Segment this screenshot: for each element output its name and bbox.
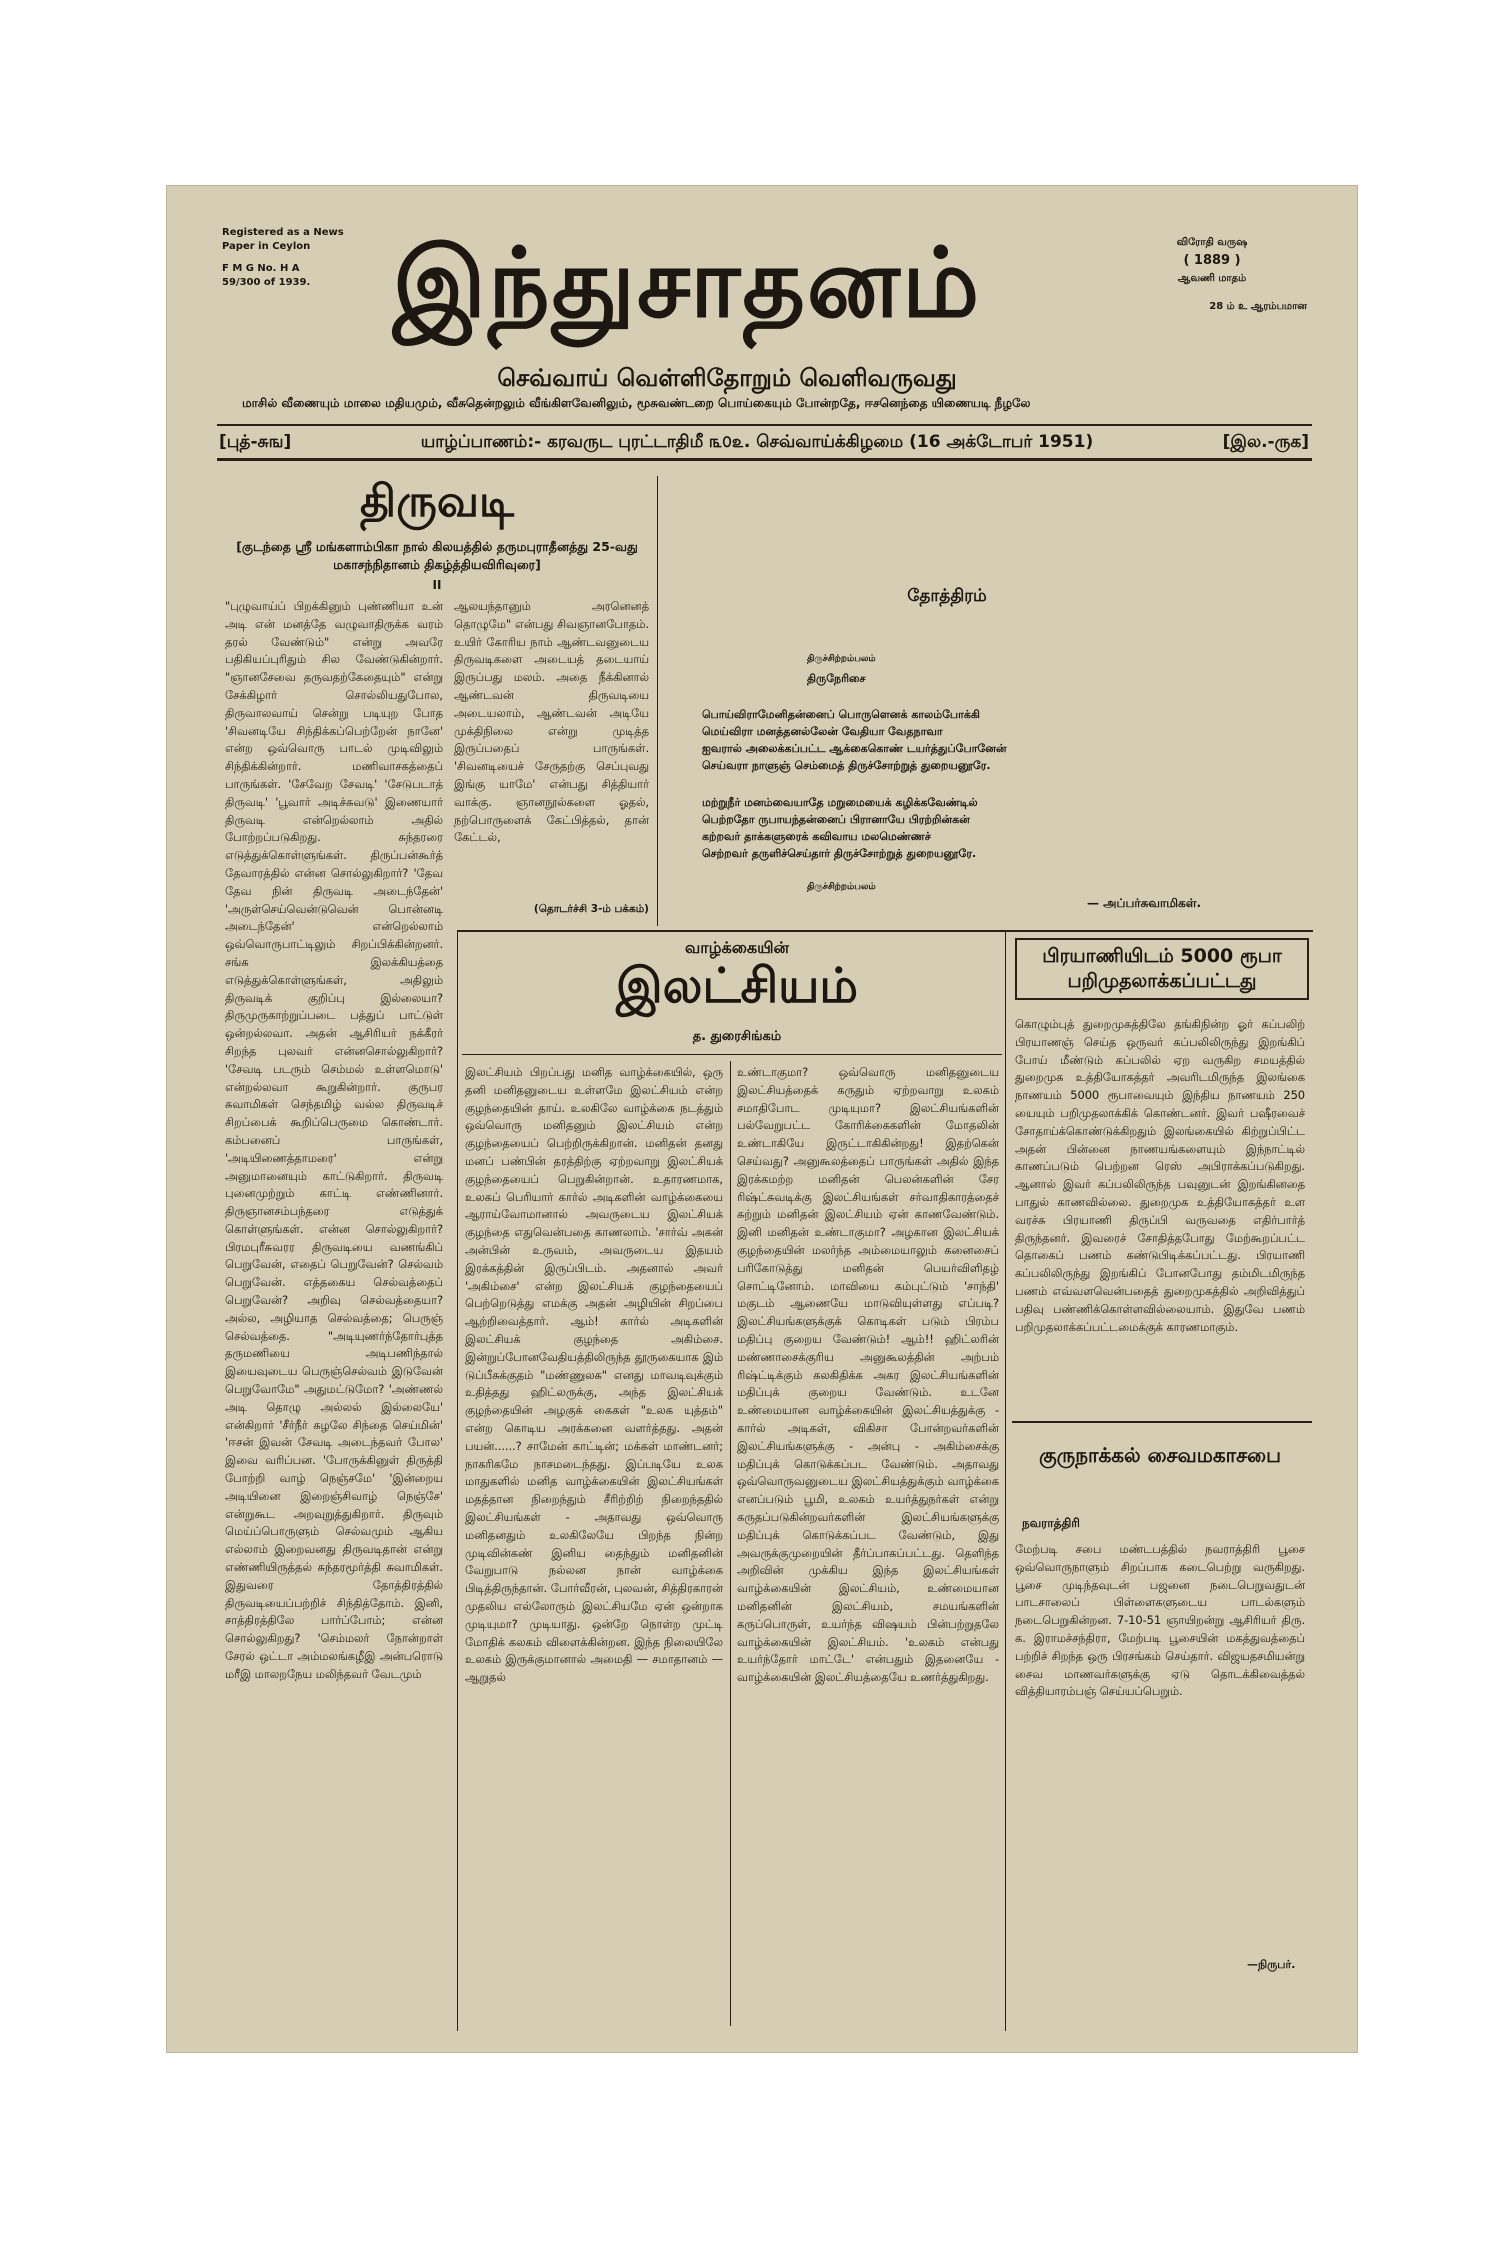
column-rule (657, 476, 658, 926)
issue-year-name: விரோதி வருஷ (1176, 237, 1248, 248)
article-kicker: வாழ்க்கையின் (684, 938, 790, 957)
section-rule (1005, 930, 1313, 932)
hymn-line: செய்வரா நாளுஞ் செம்மைத் திருச்சோற்றுத் துறையனூரே. (702, 759, 991, 772)
hymn-line: மற்றுநீர் மனம்வையாதே மறுமையைக் கழிக்கவேண்டில் (702, 796, 978, 809)
article-column: "புழுவாய்ப் பிறக்கினும் புண்ணியா உன் அடி என் மனத்தே வழுவாதிருக்க வரம் தரல் வேண்டும்" என்று அவரே பதிகியப்புரிதும் சில வேண்டுகின்றார். "ஞானசேவை தருவதற்கேதையும்" என்று சேக்கிழார் சொல்லியதுபோல, திருவாலவாய் சென்று படியுற போத 'சிவனடியே சிந்திக்கப்பெற்றேன் நானே' என்ற ஒவ்வொரு பாடல் முடிவிலும் சிந்திக்கின்றார். மணிவாசகத்தைப் பாருங்கள். 'சேவேற சேவடி' 'சேடுபடாத் திருவடி' 'பூவார் அடிச்சுவடு' இணையார் திருவடி என்றெல்லாம் அதில் போற்றப்படுகிறது. சுந்தரரை எடுத்துக்கொள்ளுங்கள். திருப்பன்கூர்த் தேவாரத்தில் என்ன சொல்லுகிறார்? 'தேவ தேவ நின் திருவடி அடைந்தேன்' 'அருள்செய்வென்டுவென் பொன்னடி அடைந்தேன்' என்றெல்லாம் ஒவ்வொருபாட்டிலும் சிறப்பிக்கின்றனர். சங்க இலக்கியத்தை எடுத்துக்கொள்ளுங்கள், அதிலும் திருவடிக் குறிப்பு இல்லையா? திருமுருகாற்றுப்படை பத்துப் பாட்டுள் ஒன்றல்லவா. அதன் ஆசிரியர் நக்கீரர் சிறந்த புலவர் என்னசொல்லுகிறார்? 'சேவடி படரும் செம்மல் உள்ளமொடு' என்றல்லவா கூறுகின்றார். குருபர சுவாமிகள் செந்தமிழ் வல்ல திருவடிச் சிறப்பைக் கூறிப்பெருமை கொண்டார். கம்பனைப் பாருங்கள், 'அடியிணைத்தாமரை' என்று அனுமானையும் காட்டுகிறார். திருவடி புனைமுற்றும் காட்டி எண்ணினார். திருஞானசம்பந்தரை எடுத்துக் கொள்ளுங்கள். என்ன சொல்லுகிறார்? பிரமபுரீசுவரர திருவடியை வணங்கிப் பெறுவேன், எதைப் பெறுவேன்? செல்வம் பெறுவேன். எத்தகைய செல்வத்தைப் பெறுவேன்? அறிவு செல்வத்தையா? அல்ல, அழியாத செல்வத்தை; பெருஞ் செல்வத்தை. "அடியுணர்ந்தோர்புத்த தருமணியை அடிபணிந்தால் இயைவுடைய பெருஞ்செல்வம் இடுவேன் பெறுவோமே" அதுமட்டுமோ? 'அண்ணல் அடி தொழு அல்லல் இல்லையே' என்கிறார் 'சீர்நீர் கழலே சிந்தை செய்மின்' 'ஈசன் இவன் சேவடி அடைந்தவர் போல' இவை வரிப்பன. 'போருக்கினுள் திருத்தி போற்றி வாழ் நெஞ்சமே' 'இன்றைய அடியினை இறைஞ்சிவாழ் நெஞ்சே' என்றுகூட அறவுறுத்துகிறார். திருவும் மெய்ப்பொருளும் செல்வமும் ஆகிய எல்லாம் இறைவனது திருவடிதான் என்று எண்ணியிருத்தல் சுந்தரமூர்த்தி சுவாமிகள். இதுவரை தோத்திரத்தில் திருவடியைப்பற்றிச் சிந்தித்தோம். இனி, சாத்திரத்திலே பார்ப்போம்; என்ன சொல்லுகிறது? 'செம்மலர் நோன்றாள் சேரல் ஒட்டா அம்மலங்கழீஇ அன்பரொடு மரீஇ மாலறநேய மலிந்தவர் வேடமும் (225, 599, 443, 1681)
dateline-issue: [இல.-ருக] (1222, 432, 1309, 452)
masthead-verse: மாசில் வீணையும் மாலை மதியமும், வீசுதென்றலும் வீங்கிளவேனிலும், மூசுவண்டறை பொய்கையும் போன்றதே, ஈசனெந்தை யிணையடி நீழலே (242, 396, 1031, 410)
newspaper-title: இந்துசாதனம் (392, 226, 982, 339)
hymn-line: பொய்விராமேனிதன்னைப் பொருளெனக் காலம்போக்கி (702, 708, 980, 721)
article-title-sabha: குருநாக்கல் சைவமகாசபை (1039, 1443, 1281, 1467)
issue-info (1117, 236, 1307, 314)
hymn-line: ஐவரால் அலைக்கப்பட்ட ஆக்கைகொண் டயர்த்துப்போனேன் (702, 742, 1007, 755)
issue-month: ஆவணி மாதம் (1177, 273, 1247, 284)
column-rule (1005, 931, 1006, 2031)
continued-notice: (தொடர்ச்சி 3-ம் பக்கம்) (533, 903, 649, 915)
issue-date: 28 ம் உ ஆரம்பமான (1209, 301, 1307, 312)
article-column: இலட்சியம் பிறப்பது மனித வாழ்க்கையில், ஒரு தனி மனிதனுடைய உள்ளமே இலட்சியம் என்ற குழந்தையின் தாய். உலகிலே வாழ்க்கை நடத்தும் ஒவ்வொரு மனிதனும் இலட்சியம் என்ற குழந்தையைப் பெற்றிருக்கிறான். மனிதன் தனது மனப் பண்பின் தரத்திற்கு ஏற்றவாறு இலட்சியக் குழந்தையைப் பெறுகின்றான். உதாரணமாக, உலகப் பெரியார் கார்ல் அடிகளின் வாழ்க்கையை ஆராய்வோமானால் அவருடைய இலட்சியக் குழந்தை எதுவென்பதை காணலாம். 'சார்வ் அகன் அன்பின் உருவம், அவருடைய இதயம் இரக்கத்தின் இருப்பிடம். அதனால் அவர் 'அகிம்சை' என்ற இலட்சியக் குழந்தையைப் பெற்றெடுத்து எமக்கு அதன் அழியின் சிறப்பை ஆற்றிவைத்தார். ஆம்! கார்ல் அடிகளின் இலட்சியக் குழந்தை அகிம்சை. இன்றுப்போனவேதியத்திலிருந்த தூருகையாக இம் டுப்பீசுக்குதம் "மண்ணுலக" எனது மாவடிவுக்கும் உதித்தது ஹிட்லருக்கு, அந்த இலட்சியக் குழந்தையின் அழகுக் கைகள் "உலக யுத்தம்" என்ற கொடிய அரக்கனை வளர்த்தது. அதன் பயன்......? சாமேன் காட்டின்; மக்கள் மாண்டனர்; நாகரிகமே நாசமடைந்தது. இப்படியே உலக மாதுகளில் மனித வாழ்க்கையின் இலட்சியங்கள் மதத்தான நிறைந்தும் சீரிற்றிற் நிறைந்ததில் இலட்சியங்கள் - அதாவது ஒவ்வொரு மனிதனதும் உலகிலேயே பிறந்த நின்ற முடிவின்கண் இனிய தைந்தும் மனிதனின் வேறுபாடு நல்லன நான் வாழ்க்கை பிடித்திருந்தான். போர்வீரன், புலவன், சித்திரகாரன் முதலிய எல்லோரும் இலட்சியமே ஏன் ஒன்றாக முடியுமா? முடியாது. ஒன்றே நொள்ற முட்டி மோதிக் கலகம் விளைக்கின்றன. இந்த நிலையிலே உலகம் இருக்குமானால் அமைதி — சமாதானம் — ஆறுதல் (465, 1065, 723, 1685)
section-rule (462, 1054, 1002, 1055)
hymn-type: திருநேரிசை (807, 672, 866, 685)
article-column: ஆலயந்தானும் அரனெனத் தொழுமே" என்பது சிவஞானபோதம். உயிர் கோரிய நாம் ஆண்டவனுடைய திருவடிகளை அடையத் தடையாய் இருப்பது மலம். அதை நீக்கினால் ஆண்டவன் திருவடியை அடையலாம், ஆண்டவன் அடியே முக்திநிலை என்று முடித்த இருப்பதைப் பாருங்கள். 'சிவனடியைச் சேருதற்கு செப்புவது இங்கு யாமே' என்பது சித்தியார் வாக்கு. ஞானநூல்களை ஓதல், நற்பொருளைக் கேட்பித்தல், தான் கேட்டல், (454, 599, 649, 845)
article-title-ideal: இலட்சியம் (615, 958, 859, 1014)
dateline-volume: [புத்-சுங] (219, 432, 292, 452)
newspaper-page (167, 186, 1357, 2052)
column-rule (730, 1061, 731, 2026)
hymn-label: திருச்சிற்றம்பலம் (807, 654, 876, 664)
section-rule (457, 930, 1005, 932)
article-subhead: நவராத்திரி (1022, 1516, 1080, 1530)
newspaper-subtitle: செவ்வாய் வெள்ளிதோறும் வெளிவருவது (497, 364, 957, 392)
article-title-hymn: தோத்திரம் (907, 586, 987, 606)
hymn-label: திருச்சிற்றம்பலம் (807, 882, 876, 892)
article-title-thiruvadi: திருவடி (360, 476, 514, 527)
hymn-line: மெய்விரா மனத்தனல்லேன் வேதியா வேதநாவா (702, 725, 943, 738)
column-rule (457, 931, 458, 2031)
dateline (219, 432, 1309, 454)
hymn-author: — அப்பர்சுவாமிகள். (1087, 896, 1202, 910)
dateline-date: யாழ்ப்பாணம்:- கரவருட புரட்டாதிமீ ௩௦௨. செவ்வாய்க்கிழமை (16 அக்டோபர் 1951) (420, 432, 1094, 452)
article-byline: த. துரைசிங்கம் (692, 1029, 782, 1044)
article-column: கொழும்புத் துறைமுகத்திலே தங்கிநின்ற ஓர் கப்பலிற் பிரயாணஞ் செய்த ஒருவர் கப்பலிலிருந்து இறங்கிப் போய் மீண்டும் கப்பலில் ஏற வருகிற சமயத்தில் துறைமுக உத்தியோகத்தர் அவரிடமிருந்த இலங்கை நாணயம் 5000 ரூபாவையும் இந்திய நாணயம் 250 யையும் பறிமுதலாக்கிக் கொண்டனர். இவர் பஷீரவைச் சோதாய்க்கொண்டுக்கிறதும் இலங்கையில் கிற்றுப்பிட்ட அதன் பின்னை நாணயங்களையும் இந்நாட்டில் காணப்படும் பெற்றன ரெஸ் அபிராக்கப்படுகிறது. ஆனால் இவர் கப்பலிலிருந்த பவுனுடன் இறங்கினதை பாதுல் காணவில்லை. துறைமுக உத்தியோகத்தர் உள வரச்சு பிரயாணி திருப்பி வருவதை எதிர்பார்த் திருந்தனர். இவரைச் சோதித்தபோது மேற்கூறப்பட்ட தொகைப் பணம் கண்டுபிடிக்கப்பட்டது. பிரயாணி கப்பலிலிருந்து இறங்கிப் போனபோது தம்மிடமிருந்த பணம் எவ்வளவென்பதைத் துறைமுகத்தில் அறிவித்துப் பதிவு பண்ணிக்கொள்ளவில்லையாம். இதுவே பணம் பறிமுதலாக்கப்பட்டமைக்குக் காரணமாகும். (1015, 1017, 1305, 1334)
article-column: உண்டாகுமா? ஒவ்வொரு மனிதனுடைய இலட்சியத்தைக் கருதும் ஏற்றவாறு உலகம் சமாதிபோட முடியுமா? இலட்சியங்களின் பல்வேறுபட்ட கோரிக்கைகளின் மோதலின் உண்டாகியே இருட்டாகிகின்றது! இதற்கென் செய்வது? அனுகூலத்தைப் பாருங்கள் அதில் இந்த இரக்கமற்ற மனிதன் பெலன்களின் சேர ரிஷ்ட்சுவடிக்கு இலட்சியங்கள் சர்வாதிகாரத்தைச் சுற்றும் மனிதன் இலட்சியம் ஏன் காணவேண்டும். இனி மனிதன் உண்டாகுமா? அழகான இலட்சியக் குழந்தையின் மலர்ந்த அம்மையாலும் கனைசைப் பரிகோடுத்து மனிதன் பெயர்விளிதழ் சொட்டினோம். மாவியை கம்புட்டும் 'சாந்தி' மகுடம் ஆணையே மாடுவியுள்ளது எப்படி? இலட்சியங்களுக்குக் கொடிகள் படும் பிரம்ப மதிப்பு குறைய வேண்டும்! ஆம்!! ஹிட்லரின் மண்ணாசைக்குரிய அனுகூலத்தின் அற்பம் ரிஷ்ட்டிக்கும் கலகிதிக்க அகர இலட்சியங்களின் மதிப்புக் குறைய வேண்டும். உடனே உண்மையான வாழ்க்கையின் இலட்சியத்துக்கு - கார்ல் அடிகள், விகிசா போன்றவர்களின் இலட்சியங்களுக்கு - அன்பு - அகிம்சைக்கு மதிப்புக் கொடுக்கப்பட வேண்டும். அதாவது ஒவ்வொருவனுடைய இலட்சியத்துக்கும் வாழ்க்கை எனப்படும் பூமி, உலகம் உயர்த்துநர்கள் என்று கருதப்படுகின்றவர்களின் இலட்சியங்களுக்கு மதிப்புக் கொடுக்கப்பட வேண்டும், இது அவருக்குமுறையின் தீர்ப்பாகப்பட்டது. தெளிந்த அறிவின் முக்கிய இந்த இலட்சியங்கள் வாழ்க்கையின் இலட்சியம், உண்மையான மனிதனின் இலட்சியம், சமயங்களின் கருப்பொருள், உயர்ந்த விஷயம் பின்பற்றுதலே வாழ்க்கையின் இலட்சியம். 'உலகம் என்பது உயர்ந்தோர் மாட்டே' என்பதும் இதனையே - வாழ்க்கையின் இலட்சியத்தையே உணர்த்துகிறது. (737, 1065, 999, 1685)
header-rule (217, 458, 1312, 461)
registration-line: F M G No. H A (222, 263, 300, 274)
article-subhead: [குடந்தை ஸ்ரீ மங்களாம்பிகா நால் கிலயத்தில் தருமபுராதீனத்து 25-வது மகாசந்நிதானம் திகழ்த்தியவிரிவுரை] (236, 539, 638, 572)
article-part-number: II (432, 578, 442, 592)
issue-year: ( 1889 ) (1183, 253, 1241, 268)
registration-line: Paper in Ceylon (222, 241, 311, 252)
section-rule (1012, 1421, 1312, 1423)
hymn-line: பெற்றதோ ருபாயந்தன்னைப் பிரானாயே பிரற்றின்கன் (702, 813, 970, 826)
registration-block (222, 226, 372, 290)
article-title-traveller: பிரயாணியிடம் 5000 ரூபா பறிமுதலாக்கப்பட்டது (1015, 938, 1309, 1000)
header-rule (217, 424, 1312, 426)
hymn-line: செற்றவர் தருளிச்செய்தார் திருச்சோற்றுத் துறையனூரே. (702, 847, 977, 860)
hymn-line: கற்றவர் தாக்களுரைக் கவிவாய மலமெண்ணச் (702, 830, 931, 843)
hymn-stanza (702, 706, 1282, 774)
article-column: மேற்படி சபை மண்டபத்தில் நவராத்திரி பூசை ஒவ்வொருநாளும் சிறப்பாக கடைபெற்று வருகிறது. பூசை முடிந்தவுடன் பஜனை நடைபெறுவதுடன் பாடசாலைப் பிள்ளைகளுடைய பாடல்களும் நடைபெறுகின்றன. 7-10-51 ஞாயிறன்று ஆசிரியர் திரு. க. இராமச்சந்திரா, மேற்படி பூசையின் மகத்துவத்தைப் பற்றிச் சிறந்த ஒரு பிரசங்கம் செய்தார். விஜயதசமியன்று சைவ மாணவர்களுக்கு ஏடு தொடக்கிவைத்தல் வித்தியாரம்பஞ் செய்யப்பெறும். (1015, 1542, 1305, 1699)
registration-line: Registered as a News (222, 227, 344, 238)
article-signoff: —நிருபர். (1247, 1958, 1296, 1971)
registration-line: 59/300 of 1939. (222, 277, 311, 288)
hymn-stanza (702, 794, 1282, 862)
